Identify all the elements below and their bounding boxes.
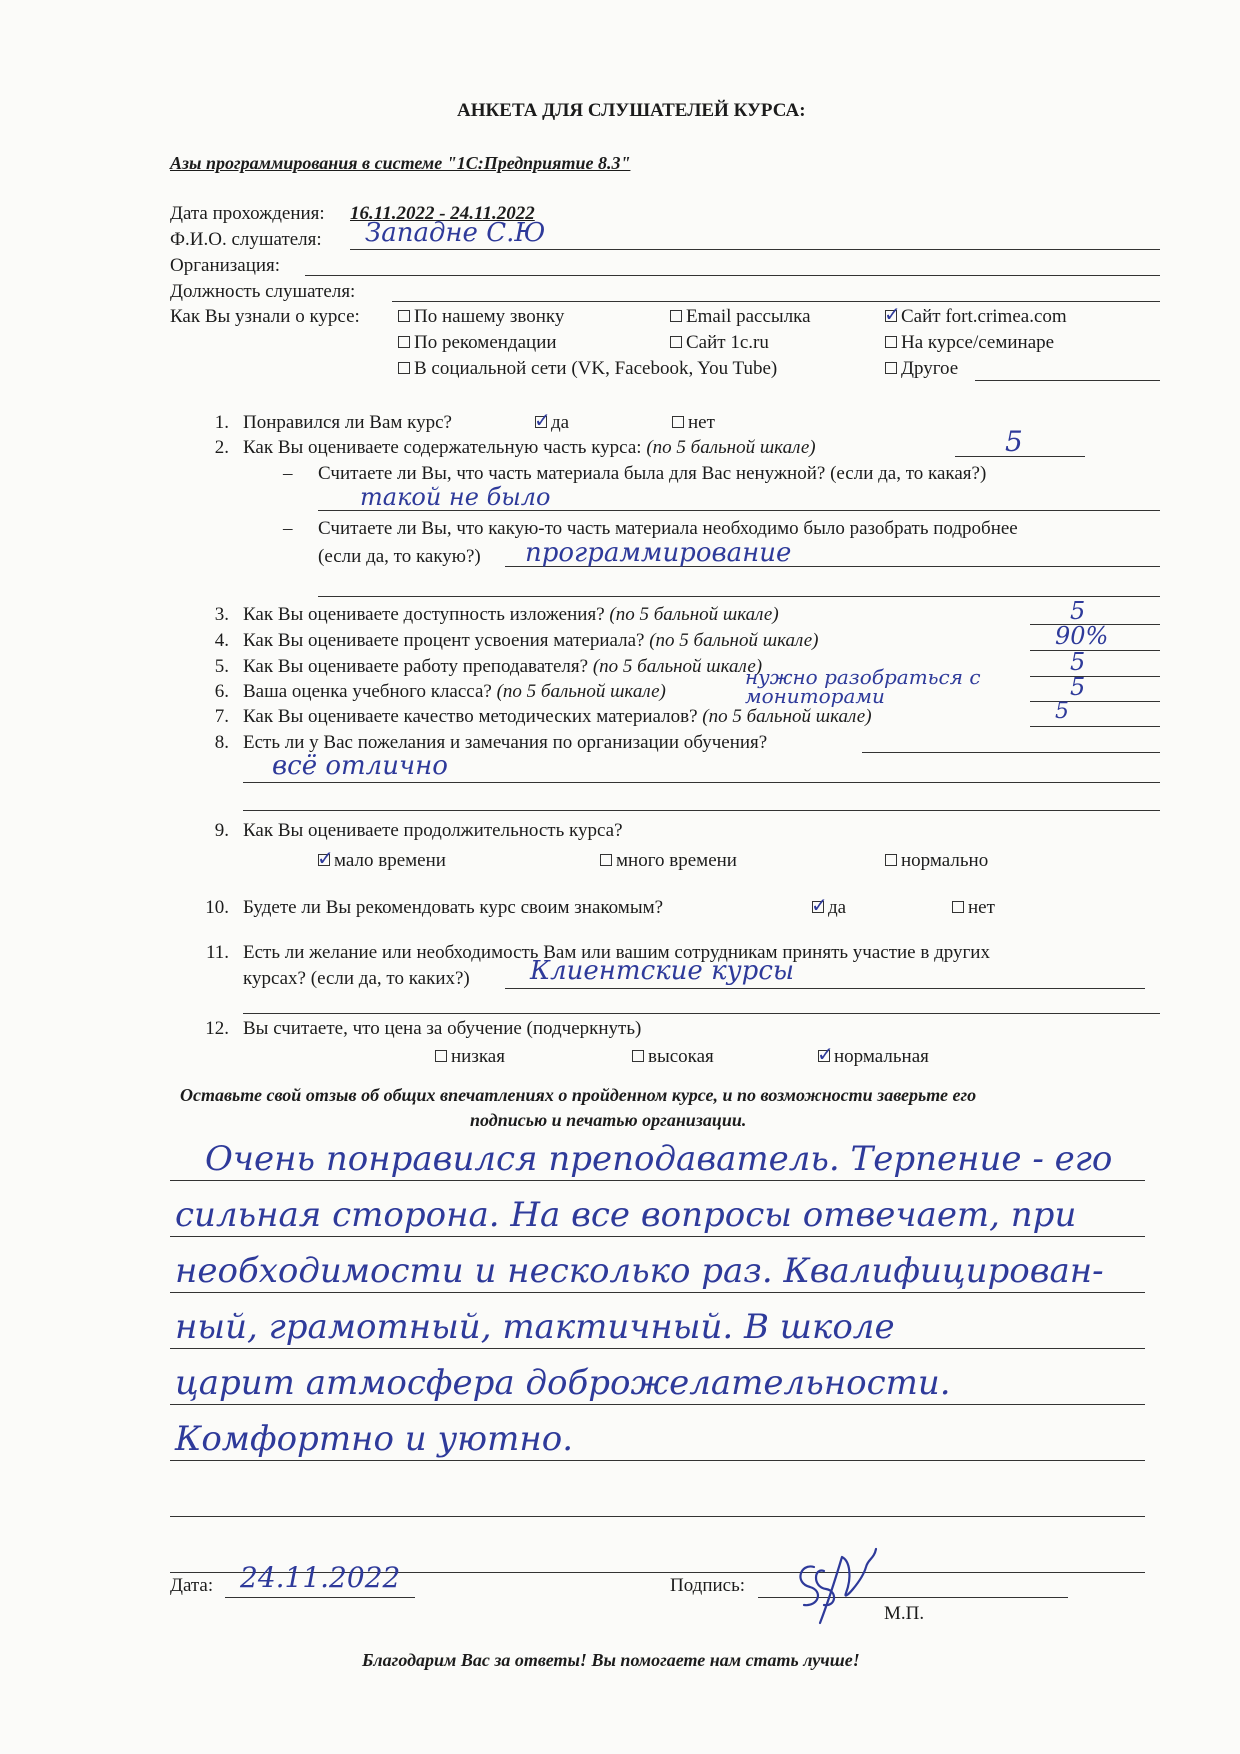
- org-label: Организация:: [170, 255, 281, 276]
- q4-answer-line: [1030, 650, 1160, 651]
- checkbox-icon: [398, 336, 410, 348]
- q4: 4. Как Вы оцениваете процент усвоения материала? (по 5 бальной шкале): [214, 630, 819, 651]
- dates-value: 16.11.2022 - 24.11.2022: [350, 203, 535, 224]
- q1-no: нет: [672, 412, 715, 434]
- feedback-line-7: [170, 1516, 1145, 1517]
- q2-sub2-line2: (если да, то какую?): [318, 546, 481, 567]
- q11-line1: 11. Есть ли желание или необходимость Вам или вашим сотрудникам принять участие в других: [205, 942, 990, 963]
- q2-sub2-answer: программирование: [525, 538, 792, 568]
- checkbox-icon: [632, 1050, 644, 1062]
- feedback-line-4: [170, 1348, 1145, 1349]
- stamp-label: М.П.: [884, 1603, 925, 1624]
- q1: 1. Понравился ли Вам курс?: [214, 412, 452, 433]
- checkbox-icon: [435, 1050, 447, 1062]
- q6-note: нужно разобраться с мониторами: [745, 665, 981, 708]
- checked-checkbox-icon: ✓: [811, 893, 828, 917]
- feedback-text-4: ный, грамотный, тактичный. В школе: [175, 1307, 895, 1347]
- source-option-call: По нашему звонку: [398, 306, 564, 328]
- checkbox-icon: [672, 416, 684, 428]
- q2-answer: 5: [1005, 425, 1023, 458]
- q11-extra-line: [243, 1013, 1160, 1014]
- checkbox-icon: [670, 336, 682, 348]
- q3-answer: 5: [1070, 597, 1086, 625]
- checked-checkbox-icon: ✓: [817, 1042, 834, 1066]
- feedback-text-1: Очень понравился преподаватель. Терпение - его: [205, 1139, 1113, 1179]
- q9: 9. Как Вы оцениваете продолжительность курса?: [214, 820, 623, 841]
- source-option-other: Другое: [885, 358, 958, 380]
- checkbox-icon: [670, 310, 682, 322]
- q9-option-long: много времени: [600, 850, 737, 872]
- feedback-line-3: [170, 1292, 1145, 1293]
- checked-checkbox-icon: ✓: [317, 846, 334, 870]
- course-name: Азы программирования в системе "1С:Предприятие 8.3": [170, 153, 631, 173]
- q8-extra-line: [243, 810, 1160, 811]
- checkbox-icon: [885, 854, 897, 866]
- feedback-line-1: [170, 1180, 1145, 1181]
- q7-answer-line: [1030, 726, 1160, 727]
- checkbox-icon: [600, 854, 612, 866]
- q8-answer: всё отлично: [272, 751, 448, 781]
- q8-answer-line: [243, 782, 1160, 783]
- date-value: 24.11.2022: [240, 1561, 401, 1594]
- q9-option-normal: нормально: [885, 850, 988, 872]
- q2: 2. Как Вы оцениваете содержательную часть курса: (по 5 бальной шкале): [214, 437, 816, 458]
- feedback-text-5: царит атмосфера доброжелательности.: [175, 1363, 951, 1403]
- date-line: [225, 1597, 415, 1598]
- feedback-line-6: [170, 1460, 1145, 1461]
- checkbox-icon: [398, 310, 410, 322]
- q9-option-short: ✓ мало времени: [317, 846, 446, 871]
- source-option-recommendation: По рекомендации: [398, 332, 557, 354]
- q7: 7. Как Вы оцениваете качество методических материалов? (по 5 бальной шкале): [214, 706, 872, 727]
- source-label: Как Вы узнали о курсе:: [170, 306, 360, 327]
- q5: 5. Как Вы оцениваете работу преподавателя? (по 5 бальной шкале): [214, 656, 763, 677]
- signature: [780, 1537, 890, 1627]
- q11-answer-line: [505, 988, 1145, 989]
- q10-no: нет: [952, 897, 995, 919]
- feedback-prompt-line1: Оставьте свой отзыв об общих впечатлениях о пройденном курсе, и по возможности заверьте его: [180, 1085, 977, 1105]
- q3: 3. Как Вы оцениваете доступность изложения? (по 5 бальной шкале): [214, 604, 779, 625]
- q2-dash-2: –: [283, 518, 293, 539]
- source-option-seminar: На курсе/семинаре: [885, 332, 1054, 354]
- org-line: [305, 275, 1160, 276]
- page-title: АНКЕТА ДЛЯ СЛУШАТЕЛЕЙ КУРСА:: [457, 100, 806, 121]
- checkbox-icon: [885, 336, 897, 348]
- feedback-line-5: [170, 1404, 1145, 1405]
- q12: 12. Вы считаете, что цена за обучение (подчеркнуть): [205, 1018, 642, 1039]
- q8-line: [862, 752, 1160, 753]
- name-value: Западне С.Ю: [365, 218, 546, 248]
- dates-label: Дата прохождения:: [170, 203, 325, 224]
- q10: 10. Будете ли Вы рекомендовать курс своим знакомым?: [205, 897, 664, 918]
- q8: 8. Есть ли у Вас пожелания и замечания по организации обучения?: [214, 732, 768, 753]
- q6-answer: 5: [1070, 673, 1086, 701]
- q6-answer-line: [1030, 701, 1160, 702]
- q6: 6. Ваша оценка учебного класса? (по 5 бальной шкале): [214, 681, 666, 702]
- q7-answer: 5: [1055, 699, 1069, 724]
- source-option-social: В социальной сети (VK, Facebook, You Tube): [398, 358, 777, 380]
- other-line: [975, 380, 1160, 381]
- q5-answer-line: [1030, 676, 1160, 677]
- q2-sub1-answer: такой не было: [360, 483, 551, 511]
- checked-checkbox-icon: ✓: [534, 408, 551, 432]
- q2-sub2-extra-line: [318, 596, 1160, 597]
- signature-label: Подпись:: [670, 1575, 746, 1596]
- position-label: Должность слушателя:: [170, 281, 356, 302]
- q10-yes: ✓ да: [811, 893, 847, 918]
- checkbox-icon: [952, 901, 964, 913]
- feedback-text-3: необходимости и несколько раз. Квалифицирован-: [175, 1251, 1104, 1291]
- q11-answer: Клиентские курсы: [530, 956, 795, 986]
- feedback-prompt-line2: подписью и печатью организации.: [470, 1110, 747, 1130]
- q5-answer: 5: [1070, 648, 1086, 676]
- feedback-text-6: Комфортно и уютно.: [175, 1419, 574, 1459]
- q11-line2: курсах? (если да, то каких?): [243, 968, 470, 989]
- q2-sub2-line1: Считаете ли Вы, что какую-то часть материала необходимо было разобрать подробнее: [318, 518, 1018, 539]
- q12-option-normal: ✓ нормальная: [817, 1042, 929, 1067]
- source-option-site-1c: Сайт 1c.ru: [670, 332, 769, 354]
- q12-option-high: высокая: [632, 1046, 714, 1068]
- checkbox-icon: [885, 362, 897, 374]
- feedback-text-2: сильная сторона. На все вопросы отвечает, при: [175, 1195, 1077, 1235]
- q12-option-low: низкая: [435, 1046, 505, 1068]
- checked-checkbox-icon: ✓: [884, 302, 901, 326]
- source-option-email: Email рассылка: [670, 306, 811, 328]
- feedback-line-2: [170, 1236, 1145, 1237]
- checkbox-icon: [398, 362, 410, 374]
- q1-yes: ✓ да: [534, 408, 570, 433]
- q2-sub1: Считаете ли Вы, что часть материала была для Вас ненужной? (если да, то какая?): [318, 463, 987, 484]
- name-line: [350, 249, 1160, 250]
- q2-dash-1: –: [283, 463, 293, 484]
- thanks-text: Благодарим Вас за ответы! Вы помогаете нам стать лучше!: [362, 1650, 860, 1670]
- q4-answer: 90%: [1055, 622, 1109, 650]
- source-option-site-fort: ✓ Сайт fort.crimea.com: [884, 302, 1067, 327]
- date-label: Дата:: [170, 1575, 214, 1596]
- name-label: Ф.И.О. слушателя:: [170, 229, 322, 250]
- position-line: [392, 301, 1160, 302]
